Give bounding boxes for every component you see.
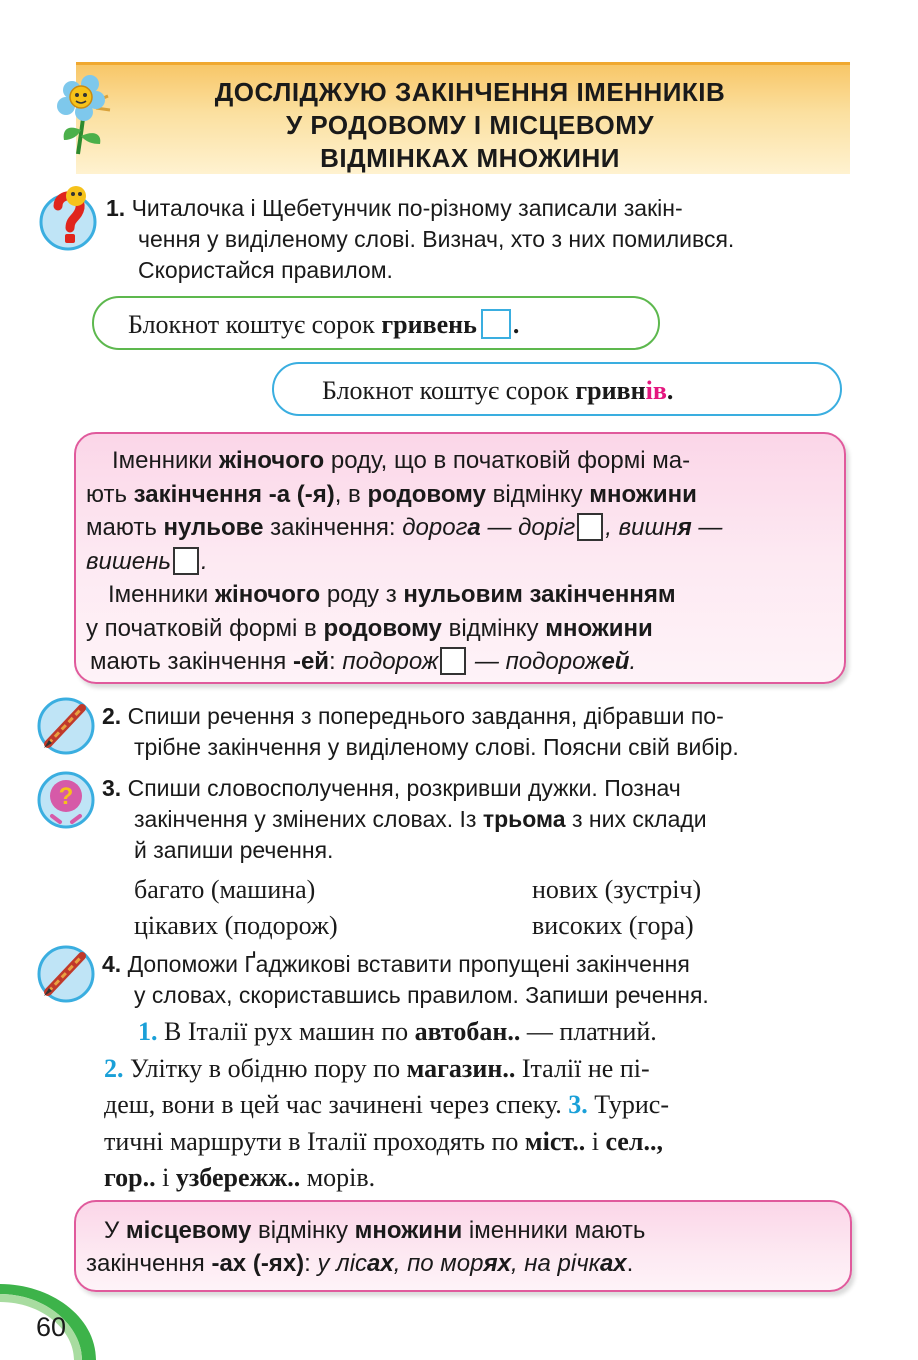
task3-text: 3. Спиши словосполучення, розкривши дужки. Познач закінчення у змінених словах. Із трьома з них склади й запиши речення. — [102, 775, 707, 863]
phrase: цікавих (подорож) — [134, 911, 338, 940]
header-top-line — [76, 62, 850, 65]
bubble1-text: Блокнот коштує сорок гривень . — [128, 310, 520, 339]
rule1-text: Іменники жіночого роду, що в початковій формі ма- ють закінчення -а (-я), в родовому відмінку множини мають нульове закінчення: дорога — доріг , вишня — вишень . Іменники жіночого роду з нульовим закінченням у початковій формі в родовому відмінку множини мають закінчення -ей: подорож — подорожей. — [86, 447, 723, 675]
blank-box — [481, 309, 511, 339]
pen-icon — [36, 696, 96, 756]
phrase: нових (зустріч) — [532, 875, 702, 904]
task4-text: 4. Допоможи Ґаджикові вставити пропущені закінчення у словах, скориставшись правилом. Запиши речення. — [102, 951, 709, 1008]
pen-icon — [36, 944, 96, 1004]
svg-text:?: ? — [58, 783, 74, 810]
task4-sentences: 1. В Італії рух машин по автобан.. — платний. 2. Улітку в обідню пору по магазин.. Італії не пі- деш, вони в цей час зачинені через спеку. 3. Турис- тичні маршрути в Італії проходять по міст.. і сел.., гор.. і узбережж.. морів. — [104, 1017, 669, 1192]
phrase: високих (гора) — [532, 911, 694, 940]
task1-text: 1. Читалочка і Щебетунчик по-різному записали закін- чення у виділеному слові. Визнач, хто з них помилився. Скористайся правилом. — [106, 195, 735, 283]
task2-text: 2. Спиши речення з попереднього завдання, дібравши по- трібне закінчення у виділеному слові. Поясни свій вибір. — [102, 703, 739, 760]
character-icon — [38, 180, 100, 252]
flower-icon — [50, 70, 120, 156]
bubble2-text: Блокнот коштує сорок гривнів. — [322, 376, 674, 405]
page-title: ДОСЛІДЖУЮ ЗАКІНЧЕННЯ ІМЕННИКІВ У РОДОВОМУ І МІСЦЕВОМУ ВІДМІНКАХ МНОЖИНИ — [214, 77, 726, 173]
rule2-text: У місцевому відмінку множини іменники мають закінчення -ах (-ях): у лісах, по морях, на річках. — [86, 1217, 646, 1277]
phrase: багато (машина) — [134, 875, 316, 904]
question-icon — [36, 770, 96, 830]
page-number: 60 — [36, 1312, 67, 1342]
